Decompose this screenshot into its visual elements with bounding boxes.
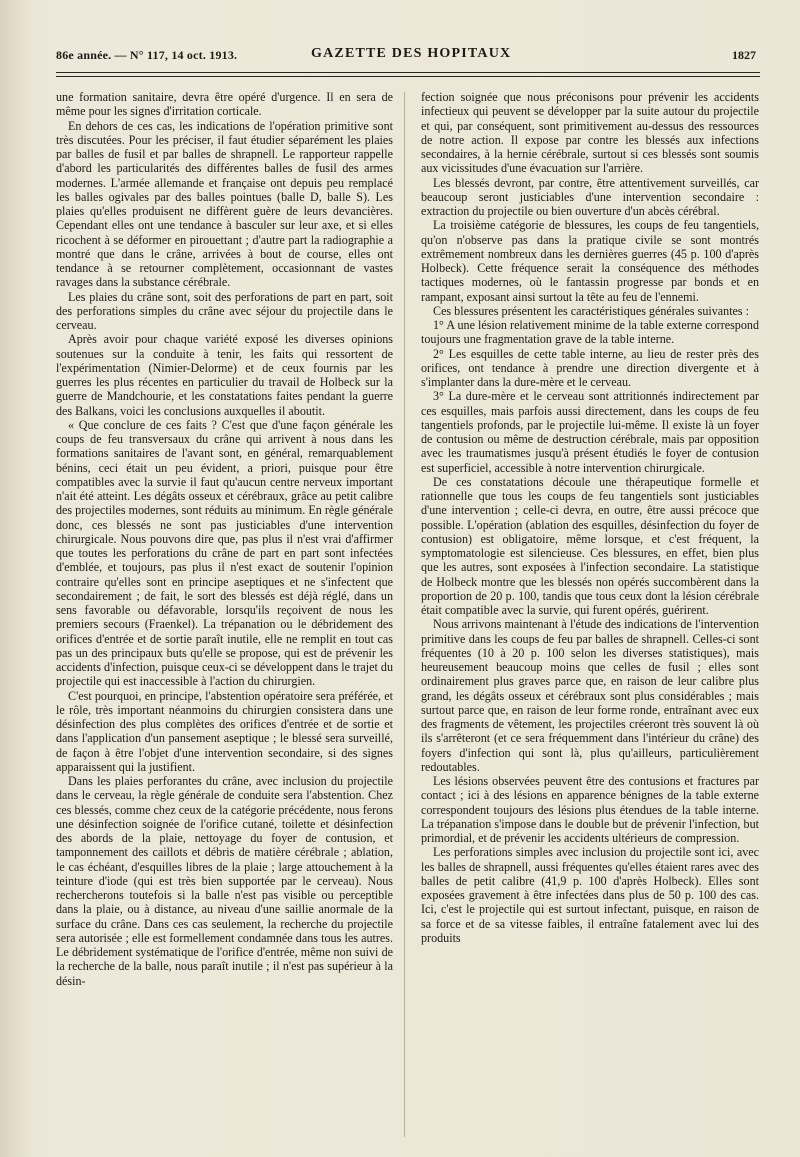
paragraph: Les plaies du crâne sont, soit des perforations de part en part, soit des perforations simples du crâne avec séjour du projectile dans le cerveau. — [56, 289, 393, 332]
paragraph: Nous arrivons maintenant à l'étude des indications de l'intervention primitive dans les coups de feu par balles de shrapnell. Celles-ci sont fréquentes (10 à 20 p. 100 selon les diverses statistiques), mais heureusement beaucoup moins que celles de fusil ; elles sont ordinairement plus graves parce que, en raison de leur calibre plus grand, les dégâts osseux et cérébraux sont plus considérables ; mais surtout parce que, en raison de leur forme ronde, entraînant avec eux des fragments de vêtement, les projectiles créeront très souvent là où ils s'arrêteront (et ce sera fréquemment dans l'intérieur du crâne) des foyers d'infection qui sont là, plus qu'ailleurs, particulièrement redoutables. — [421, 617, 759, 774]
issue-info: 86e année. — N° 117, 14 oct. 1913. — [56, 48, 238, 62]
page-number: 1827 — [732, 48, 756, 62]
paragraph: fection soignée que nous préconisons pour prévenir les accidents infectieux qui peuvent se développer par la suite autour du projectile et qui, par conséquent, sont primitivement au-dessus des ressources de notre action. Il expose par contre les blessés aux infections secondaires, à la hernie cérébrale, surtout si ces blessés sont soumis aux vicissitudes d'une évacuation sur l'arrière. — [421, 90, 759, 176]
paragraph: 3° La dure-mère et le cerveau sont attritionnés indirectement par ces esquilles, mais parfois aussi directement, dans les coups de feu tangentiels profonds, par le projectile lui-même. Il existe là un foyer de contusion ou même de destruction cérébrale, mais par opposition avec les traumatismes jusqu'à présent étudiés le foyer de contusion est superficiel, accessible à notre intervention chirurgicale. — [421, 389, 759, 475]
paragraph: 2° Les esquilles de cette table interne, au lieu de rester près des orifices, ont tendance à prendre une direction divergente et à s'implanter dans la dure-mère et le cerveau. — [421, 346, 759, 389]
paragraph: Après avoir pour chaque variété exposé les diverses opinions soutenues sur la conduite à tenir, les faits qui ressortent de l'expérimentation (Nimier-Delorme) et de ceux fournis par les guerres les plus récentes en particulier du travail de Holbeck sur la guerre de Mandchourie, et les constatations faites pendant la guerre des Balkans, voici les conclusions auxquelles il aboutit. — [56, 332, 393, 418]
paragraph: Les blessés devront, par contre, être attentivement surveillés, car beaucoup seront justiciables d'une intervention secondaire : extraction du projectile ou bien ouverture d'un abcès cérébral. — [421, 175, 759, 218]
header-rule-thick — [56, 72, 760, 73]
paragraph: De ces constatations découle une thérapeutique formelle et rationnelle que tous les coups de feu tangentiels sont justiciables d'une intervention ; celle-ci devra, en outre, être aussi précoce que possible. L'opération (ablation des esquilles, désinfection du foyer de contusion) est obligatoire, même lorsque, et c'est fréquent, la symptomatologie est silencieuse. Ces blessures, en effet, bien plus que les autres, sont exposées à l'infection secondaire. La statistique de Holbeck montre que les blessés non opérés succombèrent dans la proportion de 20 p. 100, tandis que tous ceux dont la lésion cérébrale était compatible avec la survie, qui furent opérés, guérirent. — [421, 474, 759, 617]
paragraph: une formation sanitaire, devra être opéré d'urgence. Il en sera de même pour les signes d'irritation corticale. — [56, 90, 393, 119]
journal-title: GAZETTE DES HOPITAUX — [311, 46, 512, 61]
running-header — [56, 44, 756, 66]
paragraph: « Que conclure de ces faits ? C'est que d'une façon générale les coups de feu transversaux du crâne qui arrivent à nous dans les formations sanitaires de l'avant sont, en général, remarquablement bénins, ceci était un peu évident, a priori, puisque pour être compatibles avec la survie il faut qu'aucun centre nerveux important n'ait été atteint. Les dégâts osseux et cérébraux, grâce au petit calibre des projectiles modernes, sont réduits au minimum. En règle générale donc, ces blessés ne sont pas justiciables d'une intervention chirurgicale. Nous pouvons dire que, pas plus il n'est vrai d'affirmer que toutes les perforations du crâne de part en part sont infectées d'emblée, et toujours, pas plus il n'est exact de soutenir l'opinion contraire qu'elles sont en principe aseptiques et ne s'infectent que secondairement ; de fait, le sort des blessés est déjà réglé, dans un sens favorable ou défavorable, lorsqu'ils reçoivent de nous les premiers secours (Fraenkel). La trépanation ou le débridement des orifices d'entrée et de sortie paraît inutile, elle ne remplit en tout cas pas un des principaux buts qu'elle se propose, qui est de prévenir les accidents d'infection, puisque ceux-ci se développent dans le trajet du projectile qui est inaccessible à l'action du chirurgien. — [56, 417, 393, 689]
paragraph: C'est pourquoi, en principe, l'abstention opératoire sera préférée, et le rôle, très important néanmoins du chirurgien consistera dans une désinfection des plus complètes des orifices d'entrée et de sortie et dans l'application d'un pansement aseptique ; le blessé sera surveillé, de façon à être l'objet d'une intervention secondaire, si des signes apparaissent qui la justifient. — [56, 688, 393, 774]
paragraph: En dehors de ces cas, les indications de l'opération primitive sont très discutées. Pour les préciser, il faut étudier séparément les plaies par balles de fusil et par balles de shrapnell. Le rapporteur rappelle d'abord les particularités des différentes balles de fusil des armes modernes. L'armée allemande et française ont depuis peu remplacé les balles ogivales par des balles pointues (balle D, balle S). Les plaies qu'elles produisent ne diffèrent guère de leurs devancières. Cependant elles ont une tendance à basculer sur leur axe, et si elles ricochent à se déformer en pirouettant ; d'autre part la radiographie a montré que dans le crâne, arrivées à bout de course, elles ont tendance à se retourner complètement, occasionnant de vastes ravages dans la substance cérébrale. — [56, 118, 393, 290]
paragraph: Dans les plaies perforantes du crâne, avec inclusion du projectile dans le cerveau, la règle générale de conduite sera l'abstention. Chez ces blessés, comme chez ceux de la catégorie précédente, nous ferons une désinfection soignée de l'orifice cutané, toilette et désinfection des abords de la plaie, nettoyage du foyer de contusion, et tamponnement des caillots et débris de matière cérébrale ; ablation, le cas échéant, d'esquilles libres de la plaie ; large attouchement à la teinture d'iode (qui est très bien supportée par le cerveau). Nous rechercherons toutefois si la balle n'est pas visible ou perceptible dans la plaie, ou à distance, au niveau d'une saillie anormale de la surface du crâne. Dans ces cas seulement, la recherche du projectile sera autorisée ; elle est formellement condamnée dans tous les autres. Le débridement systématique de l'orifice d'entrée, même non suivi de la recherche de la balle, nous paraît inutile ; il n'est pas supérieur à la désin- — [56, 774, 393, 988]
left-column — [56, 90, 393, 988]
header-rule-thin — [56, 76, 760, 77]
right-column — [421, 90, 759, 945]
paragraph: Ces blessures présentent les caractéristiques générales suivantes : — [433, 303, 750, 318]
paragraph: Les lésions observées peuvent être des contusions et fractures par contact ; ici à des lésions en apparence bénignes de la table externe correspondent toujours des lésions plus étendues de la table interne. La trépanation s'impose dans le double but de prévenir l'infection, but primordial, et de prévenir les accidents ultérieurs de compression. — [421, 774, 759, 845]
paragraph: 1° A une lésion relativement minime de la table externe correspond toujours une fragmentation grave de la table interne. — [421, 318, 759, 347]
column-divider — [404, 92, 405, 1137]
paragraph: La troisième catégorie de blessures, les coups de feu tangentiels, qu'on n'observe pas dans la pratique civile se sont montrés extrêmement nombreux dans les dernières guerres (45 p. 100 d'après Holbeck). Cette fréquence serait la conséquence des méthodes tactiques modernes, où le fantassin progresse par bonds et en rampant, exposant ainsi surtout la tête au feu de l'ennemi. — [421, 218, 759, 304]
paragraph: Les perforations simples avec inclusion du projectile sont ici, avec les balles de shrapnell, aussi fréquentes qu'elles étaient rares avec des balles de petit calibre (41,9 p. 100 d'après Holbeck). Elles sont exposées gravement à être infectées dans plus de 50 p. 100 des cas. Ici, c'est le projectile qui est surtout infectant, puisque, en raison de sa force et de sa vitesse faibles, il entraîne fatalement avec lui des produits — [421, 845, 759, 945]
